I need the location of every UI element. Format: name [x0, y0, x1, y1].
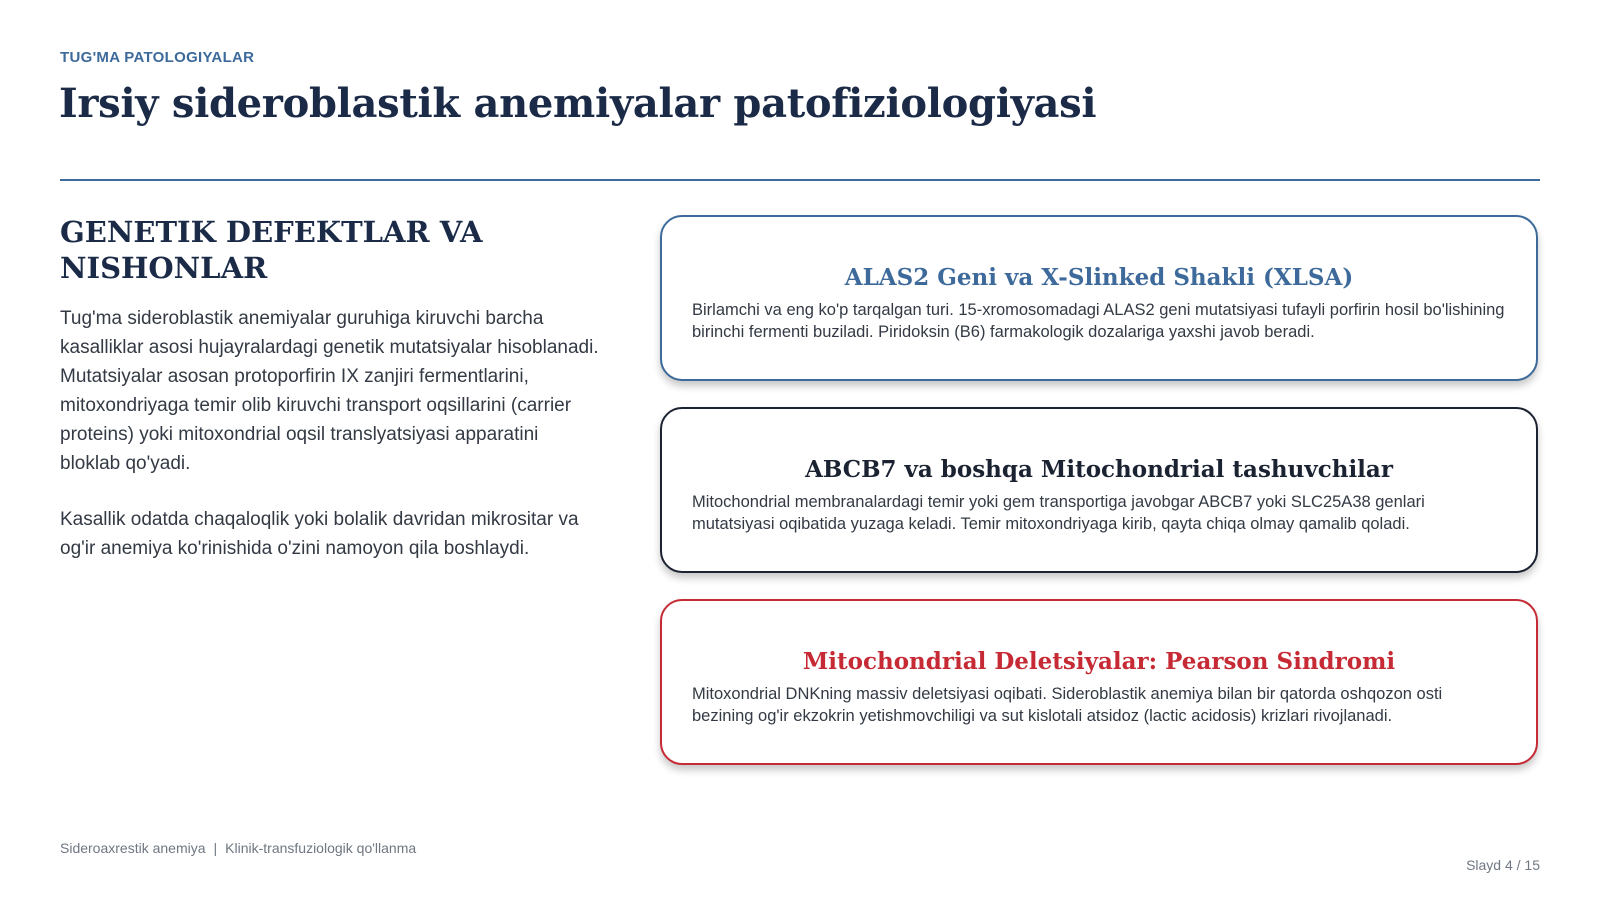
- section-eyebrow: TUG'MA PATOLOGIYALAR: [60, 49, 255, 66]
- title-divider: [60, 179, 1540, 181]
- footer-topic: Sideroaxrestik anemiya: [60, 840, 206, 856]
- footer: [60, 840, 416, 856]
- card-title: Mitochondrial Deletsiyalar: Pearson Sindromi: [802, 647, 1396, 675]
- section-heading: GENETIK DEFEKTLAR VA NISHONLAR: [60, 215, 483, 285]
- card-title: ABCB7 va boshqa Mitochondrial tashuvchilar: [805, 455, 1393, 483]
- onset-paragraph: Kasallik odatda chaqaloqlik yoki bolalik davridan mikrositar va og'ir anemiya ko'rinishida o'zini namoyon qila boshlaydi.: [60, 509, 579, 559]
- card-body: Mitochondrial membranalardagi temir yoki gem transportiga javobgar ABCB7 yoki SLC25A38 genlari mutatsiyasi oqibatida yuzaga keladi. Temir mitoxondriyaga kirib, qayta chiqa olmay qamalib qoladi.: [692, 492, 1425, 533]
- footer-separator: |: [213, 840, 218, 856]
- card-body: Mitoxondrial DNKning massiv deletsiyasi oqibati. Sideroblastik anemiya bilan bir qatorda oshqozon osti bezining og'ir ekzokrin yetishmovchiligi va sut kislotali atsidoz (lactic acidosis) krizlari rivojlanadi.: [692, 684, 1443, 725]
- page-title: Irsiy sideroblastik anemiyalar patofiziologiyasi: [59, 80, 1097, 127]
- slide-number: Slayd 4 / 15: [1466, 857, 1540, 873]
- card-pearson: [660, 599, 1538, 765]
- footer-guide: Klinik-transfuziologik qo'llanma: [225, 840, 417, 856]
- card-body: Birlamchi va eng ko'p tarqalgan turi. 15-xromosomadagi ALAS2 geni mutatsiyasi tufayli porfirin hosil bo'lishining birinchi fermenti buziladi. Piridoksin (B6) farmakologik dozalariga yaxshi javob beradi.: [692, 300, 1505, 341]
- left-column: [60, 214, 600, 590]
- card-title: ALAS2 Geni va X-Slinked Shakli (XLSA): [844, 263, 1354, 291]
- intro-paragraph: Tug'ma sideroblastik anemiyalar guruhiga kiruvchi barcha kasalliklar asosi hujayralardagi genetik mutatsiyalar hisoblanadi. Mutatsiyalar asosan protoporfirin IX zanjiri fermentlarini, mitoxondriyaga temir olib kiruvchi transport oqsillarini (carrier proteins) yoki mitoxondrial oqsil translyatsiyasi apparatini bloklab qo'yadi.: [60, 308, 599, 474]
- card-abcb7: [660, 407, 1538, 573]
- card-alas2: [660, 215, 1538, 381]
